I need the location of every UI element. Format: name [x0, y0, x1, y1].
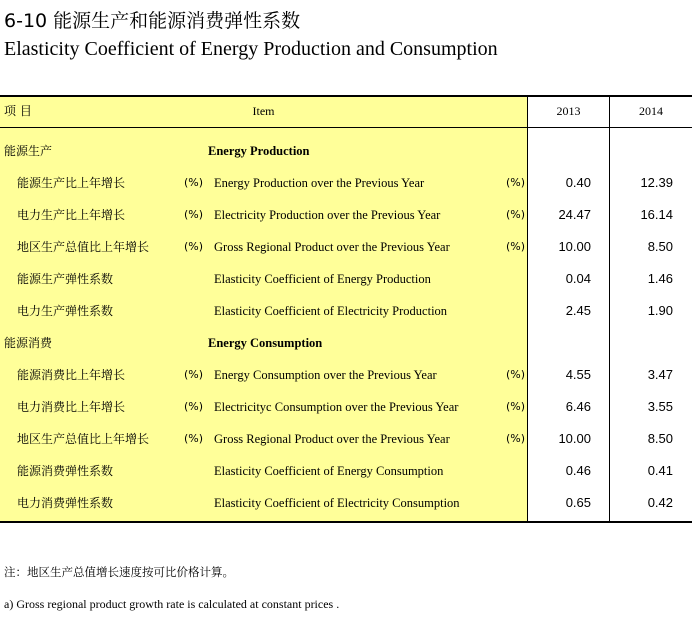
value-2013: 10.00 — [558, 239, 591, 254]
row-label-cn: 地区生产总值比上年增长 — [17, 432, 150, 446]
row-unit-en: (%) — [506, 400, 526, 413]
row-label-en: Energy Consumption — [208, 336, 323, 350]
table-row — [0, 429, 692, 449]
row-label-cn: 能源消费弹性系数 — [17, 464, 114, 478]
section-row-energy-production — [0, 141, 692, 161]
table-row — [0, 173, 692, 193]
row-unit-en: (%) — [506, 208, 526, 221]
row-label-en: Energy Production — [208, 144, 310, 158]
table-row — [0, 205, 692, 225]
value-2013: 24.47 — [558, 207, 591, 222]
value-2013: 0.04 — [565, 271, 591, 286]
row-label-cn: 能源生产比上年增长 — [17, 176, 126, 190]
row-label-cn: 电力生产弹性系数 — [17, 304, 114, 318]
row-label-cn: 能源生产 — [4, 144, 53, 158]
value-2013: 4.55 — [565, 367, 591, 382]
table-row — [0, 269, 692, 289]
table-row — [0, 237, 692, 257]
table-row — [0, 301, 692, 321]
footnote-cn: 注：地区生产总值增长速度按可比价格计算。 — [4, 565, 234, 579]
row-label-en: Elasticity Coefficient of Electricity Consumption — [214, 496, 460, 510]
row-label-en: Elasticity Coefficient of Electricity Production — [214, 304, 448, 318]
value-2014: 1.90 — [647, 303, 673, 318]
row-label-cn: 电力生产比上年增长 — [17, 208, 126, 222]
row-label-en: Electricityc Consumption over the Previous Year — [214, 400, 459, 414]
value-2014: 1.46 — [647, 271, 673, 286]
row-label-cn: 电力消费比上年增长 — [17, 400, 126, 414]
row-unit-en: (%) — [506, 432, 526, 445]
row-unit-cn: (%) — [184, 368, 204, 381]
row-label-en: Gross Regional Product over the Previous Year — [214, 240, 450, 254]
value-2014: 3.55 — [647, 399, 673, 414]
value-2014: 3.47 — [647, 367, 673, 382]
value-2014: 12.39 — [640, 175, 673, 190]
row-label-en: Electricity Production over the Previous Year — [214, 208, 441, 222]
row-label-cn: 电力消费弹性系数 — [17, 496, 114, 510]
row-label-cn: 能源消费 — [4, 336, 53, 350]
table-row — [0, 493, 692, 513]
row-label-en: Elasticity Coefficient of Energy Production — [214, 272, 431, 286]
row-unit-cn: (%) — [184, 208, 204, 221]
row-label-cn: 能源消费比上年增长 — [17, 368, 126, 382]
page-title-cn: 6-10 能源生产和能源消费弹性系数 — [4, 10, 301, 32]
value-2013: 6.46 — [565, 399, 591, 414]
value-2013: 0.40 — [565, 175, 591, 190]
row-label-cn: 地区生产总值比上年增长 — [17, 240, 150, 254]
row-unit-cn: (%) — [184, 176, 204, 189]
row-unit-en: (%) — [506, 176, 526, 189]
row-unit-en: (%) — [506, 368, 526, 381]
table-row — [0, 461, 692, 481]
row-unit-en: (%) — [506, 240, 526, 253]
row-label-en: Elasticity Coefficient of Energy Consumption — [214, 464, 444, 478]
value-2013: 0.46 — [565, 463, 591, 478]
page-title-en: Elasticity Coefficient of Energy Production and Consumption — [4, 38, 498, 60]
value-2014: 0.41 — [647, 463, 673, 478]
row-label-en: Gross Regional Product over the Previous Year — [214, 432, 450, 446]
row-label-en: Energy Consumption over the Previous Year — [214, 368, 437, 382]
section-row-energy-consumption — [0, 333, 692, 353]
row-label-en: Energy Production over the Previous Year — [214, 176, 425, 190]
header-year-2014: 2014 — [639, 104, 663, 118]
table-row — [0, 365, 692, 385]
header-year-2013: 2013 — [556, 104, 581, 118]
data-table — [0, 95, 692, 523]
row-label-cn: 能源生产弹性系数 — [17, 272, 114, 286]
value-2014: 16.14 — [640, 207, 673, 222]
footnote-en: a) Gross regional product growth rate is calculated at constant prices . — [4, 597, 340, 611]
value-2014: 0.42 — [647, 495, 673, 510]
value-2014: 8.50 — [647, 431, 673, 446]
value-2013: 2.45 — [565, 303, 591, 318]
value-2013: 10.00 — [558, 431, 591, 446]
table-bottom-rule — [0, 521, 692, 523]
row-unit-cn: (%) — [184, 400, 204, 413]
header-item-cn: 项 目 — [4, 104, 32, 118]
row-unit-cn: (%) — [184, 240, 204, 253]
row-unit-cn: (%) — [184, 432, 204, 445]
value-2013: 0.65 — [565, 495, 591, 510]
table-row — [0, 397, 692, 417]
value-2014: 8.50 — [647, 239, 673, 254]
header-item-en: Item — [252, 104, 275, 118]
